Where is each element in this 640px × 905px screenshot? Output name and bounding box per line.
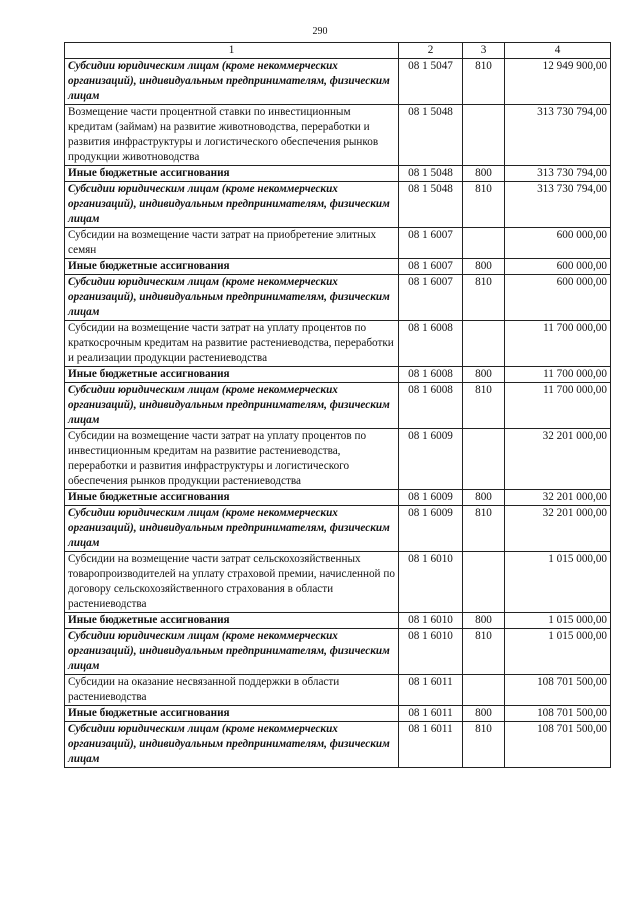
row-amount-cell: 11 700 000,00 (505, 367, 611, 383)
row-name-cell: Субсидии юридическим лицам (кроме некоммерческих организаций), индивидуальным предпринимателям, физическим лицам (65, 59, 399, 105)
row-amount-cell: 11 700 000,00 (505, 321, 611, 367)
row-amount-cell: 12 949 900,00 (505, 59, 611, 105)
table-row (65, 490, 611, 506)
table-row (65, 383, 611, 429)
row-type-cell: 800 (463, 259, 505, 275)
row-type-cell: 800 (463, 367, 505, 383)
row-code-cell: 08 1 5047 (399, 59, 463, 105)
table-row (65, 321, 611, 367)
row-name-cell: Субсидии юридическим лицам (кроме некоммерческих организаций), индивидуальным предпринимателям, физическим лицам (65, 722, 399, 768)
row-name-cell: Возмещение части процентной ставки по инвестиционным кредитам (займам) на развитие животноводства, переработки и развития инфраструктуры и логистического обеспечения рынков продукции животноводства (65, 105, 399, 166)
row-type-cell (463, 321, 505, 367)
row-amount-cell: 313 730 794,00 (505, 105, 611, 166)
row-amount-cell: 600 000,00 (505, 228, 611, 259)
row-amount-cell: 313 730 794,00 (505, 182, 611, 228)
row-name-cell: Субсидии на возмещение части затрат на уплату процентов по инвестиционным кредитам на развитие растениеводства, переработки и развития инфраструктуры и логистического обеспечения рынков продукции растениеводства (65, 429, 399, 490)
row-name-cell: Субсидии юридическим лицам (кроме некоммерческих организаций), индивидуальным предпринимателям, физическим лицам (65, 275, 399, 321)
row-amount-cell: 108 701 500,00 (505, 722, 611, 768)
table-row (65, 259, 611, 275)
row-type-cell: 800 (463, 706, 505, 722)
row-code-cell: 08 1 6008 (399, 367, 463, 383)
row-code-cell: 08 1 6011 (399, 675, 463, 706)
row-type-cell: 810 (463, 182, 505, 228)
row-code-cell: 08 1 6011 (399, 722, 463, 768)
row-amount-cell: 32 201 000,00 (505, 429, 611, 490)
row-name-cell: Субсидии на возмещение части затрат сельскохозяйственных товаропроизводителей на уплату страховой премии, начисленной по договору сельскохозяйственного страхования в области растениеводства (65, 552, 399, 613)
row-code-cell: 08 1 6009 (399, 506, 463, 552)
row-name-cell: Субсидии юридическим лицам (кроме некоммерческих организаций), индивидуальным предпринимателям, физическим лицам (65, 383, 399, 429)
row-name-cell: Иные бюджетные ассигнования (65, 166, 399, 182)
row-amount-cell: 32 201 000,00 (505, 506, 611, 552)
row-type-cell (463, 429, 505, 490)
row-name-cell: Субсидии на возмещение части затрат на приобретение элитных семян (65, 228, 399, 259)
row-name-cell: Иные бюджетные ассигнования (65, 490, 399, 506)
table-row (65, 506, 611, 552)
row-amount-cell: 11 700 000,00 (505, 383, 611, 429)
row-name-cell: Субсидии юридическим лицам (кроме некоммерческих организаций), индивидуальным предпринимателям, физическим лицам (65, 506, 399, 552)
row-name-cell: Субсидии на возмещение части затрат на уплату процентов по краткосрочным кредитам на развитие растениеводства, переработки и реализации продукции растениеводства (65, 321, 399, 367)
row-type-cell: 810 (463, 722, 505, 768)
row-code-cell: 08 1 5048 (399, 182, 463, 228)
row-code-cell: 08 1 6008 (399, 321, 463, 367)
row-code-cell: 08 1 6010 (399, 552, 463, 613)
header-col-2: 2 (399, 43, 463, 59)
table-row (65, 706, 611, 722)
row-code-cell: 08 1 5048 (399, 105, 463, 166)
row-code-cell: 08 1 6009 (399, 490, 463, 506)
row-code-cell: 08 1 6007 (399, 228, 463, 259)
row-name-cell: Субсидии юридическим лицам (кроме некоммерческих организаций), индивидуальным предпринимателям, физическим лицам (65, 182, 399, 228)
table-row (65, 722, 611, 768)
row-name-cell: Иные бюджетные ассигнования (65, 259, 399, 275)
row-code-cell: 08 1 6008 (399, 383, 463, 429)
row-name-cell: Иные бюджетные ассигнования (65, 706, 399, 722)
row-code-cell: 08 1 6007 (399, 275, 463, 321)
budget-table (64, 42, 611, 768)
row-type-cell: 810 (463, 383, 505, 429)
row-amount-cell: 108 701 500,00 (505, 706, 611, 722)
table-row (65, 675, 611, 706)
table-header-row (65, 43, 611, 59)
row-amount-cell: 108 701 500,00 (505, 675, 611, 706)
row-code-cell: 08 1 6011 (399, 706, 463, 722)
table-row (65, 166, 611, 182)
row-type-cell (463, 552, 505, 613)
table-row (65, 228, 611, 259)
table-row (65, 613, 611, 629)
table-row (65, 105, 611, 166)
table-row (65, 182, 611, 228)
row-type-cell: 810 (463, 59, 505, 105)
row-code-cell: 08 1 5048 (399, 166, 463, 182)
table-row (65, 552, 611, 613)
table-row (65, 275, 611, 321)
row-type-cell: 810 (463, 629, 505, 675)
row-type-cell (463, 675, 505, 706)
row-type-cell: 810 (463, 275, 505, 321)
row-amount-cell: 313 730 794,00 (505, 166, 611, 182)
row-amount-cell: 1 015 000,00 (505, 613, 611, 629)
table-row (65, 59, 611, 105)
row-amount-cell: 600 000,00 (505, 259, 611, 275)
row-amount-cell: 1 015 000,00 (505, 552, 611, 613)
row-type-cell: 800 (463, 166, 505, 182)
page-number: 290 (312, 26, 328, 37)
header-col-4: 4 (505, 43, 611, 59)
table-row (65, 367, 611, 383)
row-name-cell: Субсидии юридическим лицам (кроме некоммерческих организаций), индивидуальным предпринимателям, физическим лицам (65, 629, 399, 675)
header-col-3: 3 (463, 43, 505, 59)
table-row (65, 429, 611, 490)
table-row (65, 629, 611, 675)
row-type-cell (463, 228, 505, 259)
row-type-cell (463, 105, 505, 166)
row-amount-cell: 32 201 000,00 (505, 490, 611, 506)
row-amount-cell: 600 000,00 (505, 275, 611, 321)
row-name-cell: Иные бюджетные ассигнования (65, 367, 399, 383)
row-type-cell: 800 (463, 613, 505, 629)
row-code-cell: 08 1 6009 (399, 429, 463, 490)
row-type-cell: 810 (463, 506, 505, 552)
row-type-cell: 800 (463, 490, 505, 506)
row-name-cell: Субсидии на оказание несвязанной поддержки в области растениеводства (65, 675, 399, 706)
header-col-1: 1 (65, 43, 399, 59)
row-code-cell: 08 1 6010 (399, 629, 463, 675)
row-code-cell: 08 1 6010 (399, 613, 463, 629)
row-name-cell: Иные бюджетные ассигнования (65, 613, 399, 629)
row-amount-cell: 1 015 000,00 (505, 629, 611, 675)
row-code-cell: 08 1 6007 (399, 259, 463, 275)
